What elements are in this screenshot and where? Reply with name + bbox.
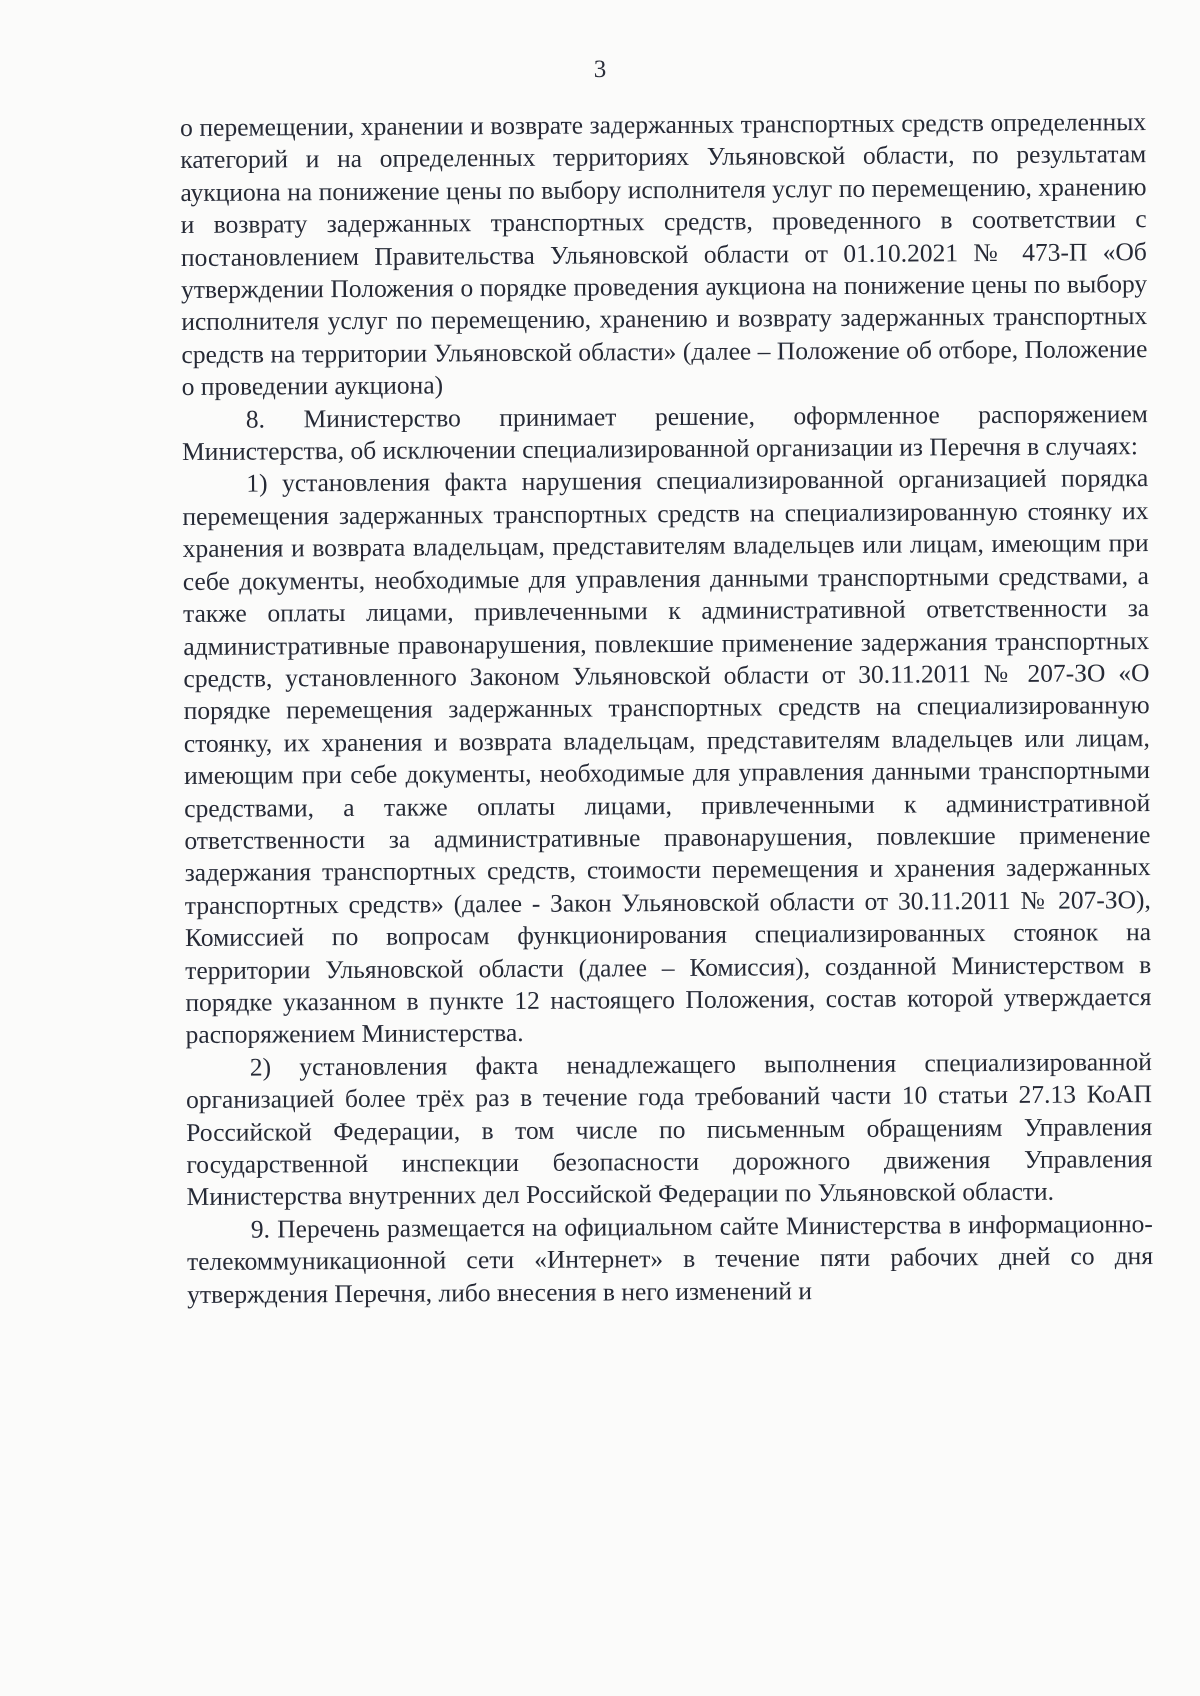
document-body — [180, 106, 1153, 1311]
paragraph-subitem-1: 1) установления факта нарушения специализированной организацией порядка перемещения задержанных транспортных средств на специализированную стоянку их хранения и возврата владельцам, представителям владельцев или лицам, имеющим при себе документы, необходимые для управления данными транспортными средствами, а также оплаты лицами, привлеченными к административной ответственности за административные правонарушения, повлекшие применение задержания транспортных средств, установленного Законом Ульяновской области от 30.11.2011 № 207-ЗО «О порядке перемещения задержанных транспортных средств на специализированную стоянку, их хранения и возврата владельцам, представителям владельцев или лицам, имеющим при себе документы, необходимые для управления данными транспортными средствами, а также оплаты лицами, привлеченными к административной ответственности за административные правонарушения, повлекшие применение задержания транспортных средств, стоимости перемещения и хранения задержанных транспортных средств» (далее - Закон Ульяновской области от 30.11.2011 № 207-ЗО), Комиссией по вопросам функционирования специализированных стоянок на территории Ульяновской области (далее – Комиссия), созданной Министерством в порядке указанном в пункте 12 настоящего Положения, состав которой утверждается распоряжением Министерства. — [182, 463, 1152, 1050]
paragraph-subitem-2: 2) установления факта ненадлежащего выполнения специализированной организацией более трёх раз в течение года требований части 10 статьи 27.13 КоАП Российской Федерации, в том числе по письменным обращениям Управления государственной инспекции безопасности дорожного движения Управления Министерства внутренних дел Российской Федерации по Ульяновской области. — [185, 1046, 1153, 1212]
paragraph-continuation: о перемещении, хранении и возврате задержанных транспортных средств определенных категорий и на определенных территориях Ульяновской области, по результатам аукциона на понижение цены по выбору исполнителя услуг по перемещению, хранению и возврату задержанных транспортных средств, проведенного в соответствии с постановлением Правительства Ульяновской области от 01.10.2021 № 473-П «Об утверждении Положения о порядке проведения аукциона на понижение цены по выбору исполнителя услуг по перемещению, хранению и возврату задержанных транспортных средств на территории Ульяновской области» (далее – Положение об отборе, Положение о проведении аукциона) — [180, 107, 1148, 402]
paragraph-item-8: 8. Министерство принимает решение, оформленное распоряжением Министерства, об исключении специализированной организации из Перечня в случаях: — [181, 398, 1148, 467]
page-number: 3 — [593, 56, 607, 83]
paragraph-item-9: 9. Перечень размещается на официальном сайте Министерства в информационно-телекоммуникационной сети «Интернет» в течение пяти рабочих дней со дня утверждения Перечня, либо внесения в него изменений и — [186, 1208, 1154, 1309]
